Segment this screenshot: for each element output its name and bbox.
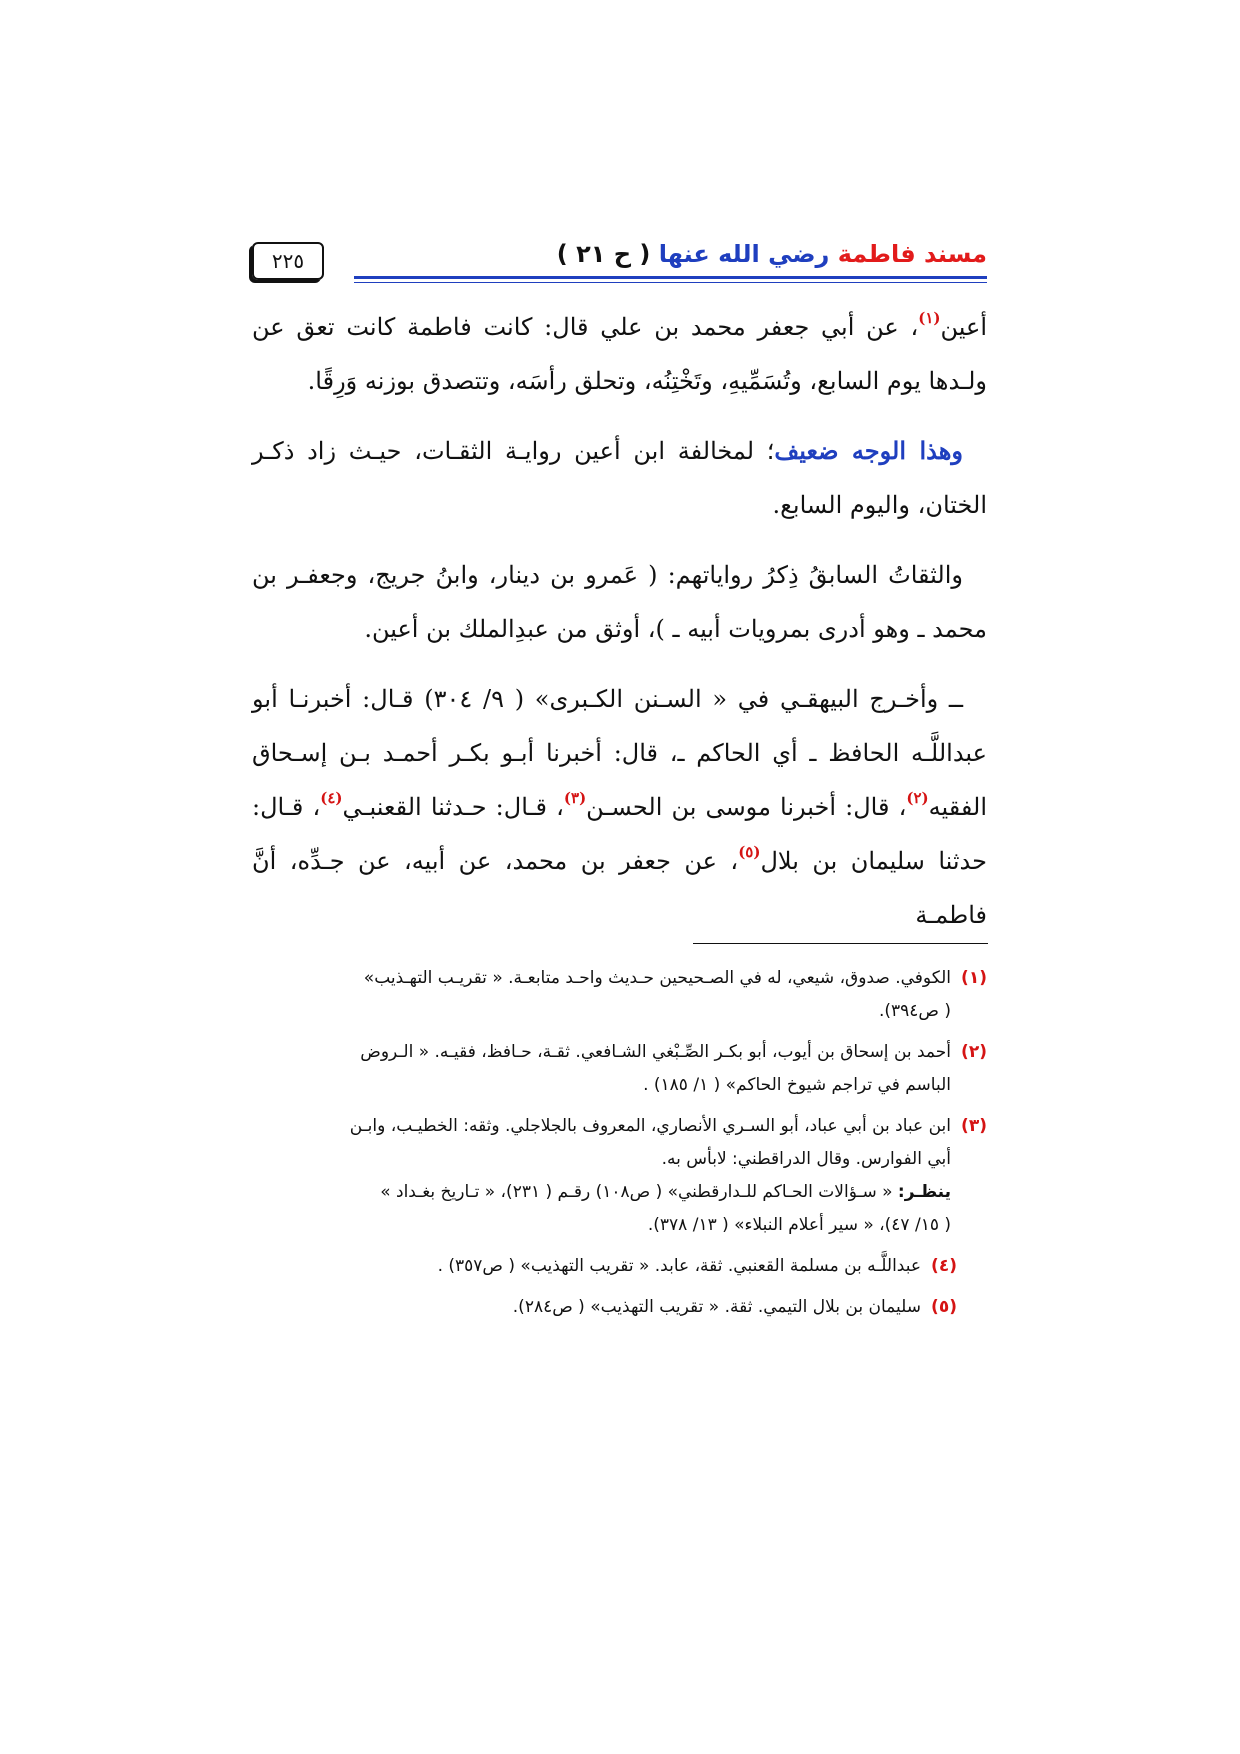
footnote-number: (٣) [961, 1116, 987, 1136]
footnote-line: ( ص٣٩٤). [878, 1001, 951, 1021]
text-run: ــ وأخـرج البيهقـي في « السـنن الكـبرى» ( ٩/ ٣٠٤) قـال: أخبرنـا أبو عبداللَّـه الحافظ ـ أي الحاكم ـ، قال: أخبرنا أبـو بكـر أحمـد بـن إسـحاق الفقيه [252, 685, 987, 821]
footnote-separator [693, 943, 988, 944]
footnote-number: (١) [961, 968, 987, 988]
text-run: ، عن جعفر بن محمد، عن أبيه، عن جـدِّه، أنَّ فاطمـة [252, 847, 987, 929]
text-run: أعين [940, 313, 987, 341]
footnote-number: (٥) [931, 1297, 957, 1317]
footnote-3 [252, 1110, 987, 1242]
text-run: ، قـال: حـدثنا القعنبـي [342, 793, 564, 821]
footnote-5 [252, 1291, 987, 1324]
paragraph-3 [252, 548, 987, 656]
hadith-ref: ( ح ٢١ ) [556, 240, 651, 268]
footnote-number: (٢) [961, 1042, 987, 1062]
footnote-line: الكوفي. صدوق، شيعي، له في الصـحيحين حـديث واحـد متابعـة. « تقريـب التهـذيب» [363, 968, 951, 988]
running-title [557, 240, 987, 268]
footnote-line: سليمان بن بلال التيمي. ثقة. « تقريب التهذيب» ( ص٢٨٤). [512, 1297, 921, 1317]
footnote-2 [252, 1036, 987, 1102]
footnote-ref: (٥) [738, 843, 761, 861]
text-run: والثقاتُ السابقُ ذِكرُ رواياتهم: ( عَمرو بن دينار، وابنُ جريج، وجعفـر بن محمد ـ وهو أدرى بمرويات أبيه ـ )، أوثق من عبدِالملك بن أعين. [252, 561, 987, 643]
text-run: ؛ لمخالفة ابن أعين روايـة الثقـات، حيـث زاد ذكـر الختان، واليوم السابع. [252, 437, 987, 519]
header-rule [354, 276, 987, 279]
footnote-line: أحمد بن إسحاق بن أيوب، أبو بكـر الصِّـبْغي الشـافعي. ثقـة، حـافظ، فقيـه. « الـروض [360, 1042, 951, 1062]
footnote-line: ابن عباد بن أبي عباد، أبو السـري الأنصاري، المعروف بالجلاجلي. وثقه: الخطيـب، وابـن [349, 1116, 951, 1136]
honorific: رضي الله عنها [658, 240, 830, 268]
paragraph-2 [252, 424, 987, 532]
footnote-line [252, 1176, 951, 1209]
paragraph-1 [252, 300, 987, 408]
text-run: ، عن أبي جعفر محمد بن علي قال: كانت فاطمة كانت تعق عن ولـدها يوم السابع، وتُسَمِّيهِ، وتَخْتِنُه، وتحلق رأسَه، وتتصدق بوزنه وَرِقًا. [252, 313, 987, 395]
see-label: ينظـر: [897, 1182, 951, 1202]
footnote-number: (٤) [931, 1256, 957, 1276]
footnote-line: ( ١٥/ ٤٧)، « سير أعلام النبلاء» ( ١٣/ ٣٧٨). [647, 1215, 951, 1235]
footnote-ref: (٣) [563, 789, 587, 807]
paragraph-4 [252, 672, 987, 942]
grading-text: وهذا الوجه ضعيف [774, 436, 963, 465]
footnote-ref: (١) [918, 309, 941, 327]
footnotes [252, 962, 987, 1332]
footnote-4 [252, 1250, 987, 1283]
footnote-line: أبي الفوارس. وقال الدراقطني: لابأس به. [661, 1149, 951, 1169]
footnote-1 [252, 962, 987, 1028]
footnote-line: الباسم في تراجم شيوخ الحاكم» ( ١/ ١٨٥) . [643, 1075, 951, 1095]
footnote-ref: (٤) [320, 789, 343, 807]
footnote-line: عبداللَّـه بن مسلمة القعنبي. ثقة، عابد. « تقريب التهذيب» ( ص٣٥٧) . [437, 1256, 921, 1276]
header-rule-thin [354, 282, 987, 283]
text-run: ، قـال: حدثنا سليمان بن بلال [252, 793, 987, 875]
page-header [252, 232, 987, 286]
footnote-ref: (٢) [906, 789, 929, 807]
book-title: مسند فاطمة [837, 240, 987, 268]
main-text [252, 300, 987, 942]
text-run: ، قال: أخبرنا موسى بن الحسـن [586, 793, 907, 821]
page-number: ٢٢٥ [252, 242, 324, 280]
see-text: « سـؤالات الحـاكم للـدارقطني» ( ص١٠٨) رقـم ( ٢٣١)، « تـاريخ بغـداد » [380, 1182, 898, 1202]
